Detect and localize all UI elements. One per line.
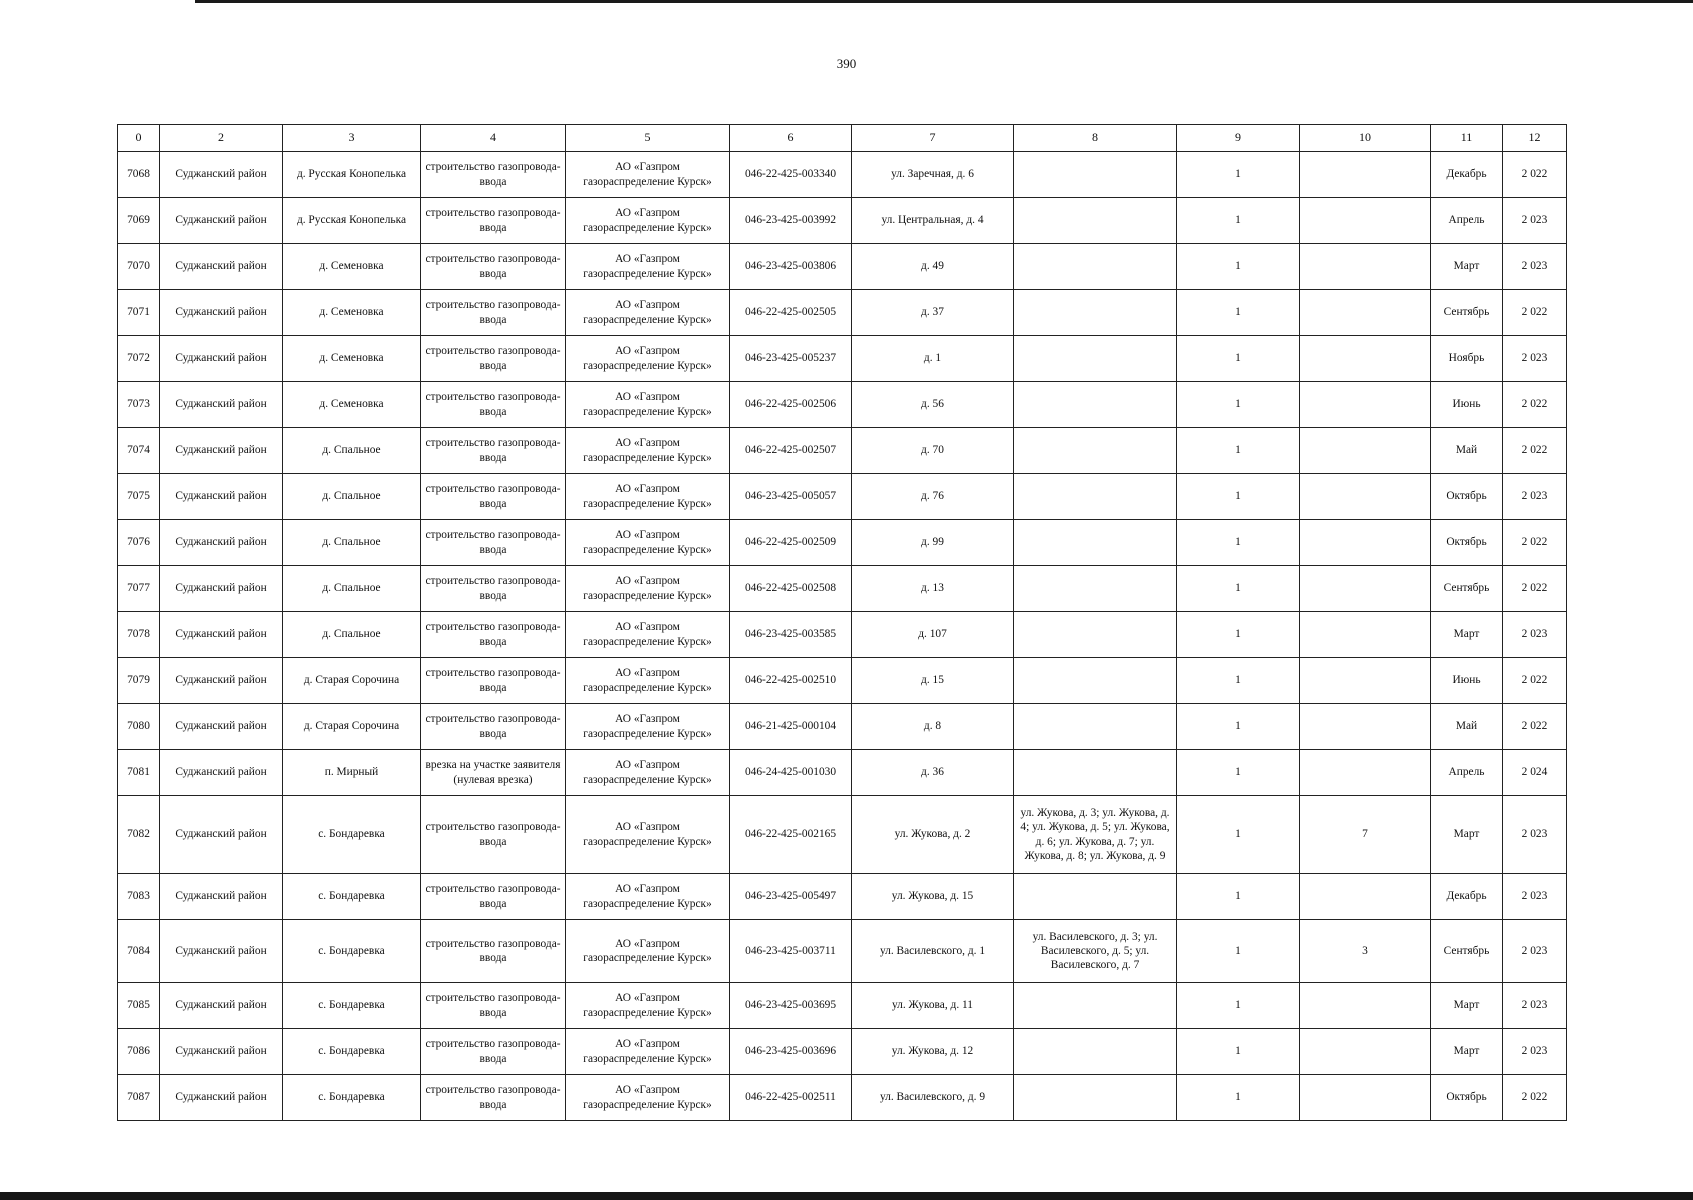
- work-type-cell: строительство газопровода-ввода: [421, 1075, 566, 1121]
- month-cell: Март: [1431, 1029, 1503, 1075]
- row-number-cell: 7076: [118, 520, 160, 566]
- month-cell: Декабрь: [1431, 874, 1503, 920]
- additional-count-cell: [1300, 152, 1431, 198]
- table-row: [118, 520, 1567, 566]
- organization-cell: АО «Газпром газораспределение Курск»: [566, 796, 730, 874]
- year-cell: 2 022: [1503, 1075, 1567, 1121]
- additional-addresses-cell: [1014, 290, 1177, 336]
- row-number-cell: 7085: [118, 983, 160, 1029]
- row-number-cell: 7078: [118, 612, 160, 658]
- work-type-cell: строительство газопровода-ввода: [421, 244, 566, 290]
- organization-cell: АО «Газпром газораспределение Курск»: [566, 874, 730, 920]
- district-cell: Суджанский район: [160, 244, 283, 290]
- additional-count-cell: [1300, 336, 1431, 382]
- organization-cell: АО «Газпром газораспределение Курск»: [566, 920, 730, 983]
- additional-count-cell: [1300, 474, 1431, 520]
- additional-addresses-cell: ул. Жукова, д. 3; ул. Жукова, д. 4; ул. Жукова, д. 5; ул. Жукова, д. 6; ул. Жукова, д. 7; ул. Жукова, д. 8; ул. Жукова, д. 9: [1014, 796, 1177, 874]
- locality-cell: с. Бондаревка: [283, 796, 421, 874]
- table-row: [118, 244, 1567, 290]
- additional-count-cell: [1300, 704, 1431, 750]
- application-code-cell: 046-22-425-002509: [730, 520, 852, 566]
- work-type-cell: строительство газопровода-ввода: [421, 198, 566, 244]
- year-cell: 2 023: [1503, 874, 1567, 920]
- additional-addresses-cell: [1014, 983, 1177, 1029]
- row-number-cell: 7075: [118, 474, 160, 520]
- organization-cell: АО «Газпром газораспределение Курск»: [566, 1075, 730, 1121]
- additional-count-cell: [1300, 983, 1431, 1029]
- organization-cell: АО «Газпром газораспределение Курск»: [566, 428, 730, 474]
- address-cell: д. 13: [852, 566, 1014, 612]
- row-number-cell: 7073: [118, 382, 160, 428]
- column-header: 8: [1014, 125, 1177, 152]
- table-row: [118, 198, 1567, 244]
- row-number-cell: 7083: [118, 874, 160, 920]
- application-code-cell: 046-23-425-003806: [730, 244, 852, 290]
- address-cell: д. 8: [852, 704, 1014, 750]
- column-header: 6: [730, 125, 852, 152]
- year-cell: 2 022: [1503, 566, 1567, 612]
- locality-cell: п. Мирный: [283, 750, 421, 796]
- table-body: [118, 152, 1567, 1121]
- scan-edge-top: [195, 0, 1693, 3]
- year-cell: 2 023: [1503, 336, 1567, 382]
- table-row: [118, 750, 1567, 796]
- year-cell: 2 023: [1503, 474, 1567, 520]
- locality-cell: д. Спальное: [283, 612, 421, 658]
- district-cell: Суджанский район: [160, 336, 283, 382]
- additional-addresses-cell: [1014, 566, 1177, 612]
- organization-cell: АО «Газпром газораспределение Курск»: [566, 750, 730, 796]
- address-cell: ул. Заречная, д. 6: [852, 152, 1014, 198]
- district-cell: Суджанский район: [160, 920, 283, 983]
- locality-cell: д. Русская Конопелька: [283, 152, 421, 198]
- count-cell: 1: [1177, 382, 1300, 428]
- additional-addresses-cell: [1014, 1029, 1177, 1075]
- header-row: [118, 125, 1567, 152]
- additional-addresses-cell: [1014, 520, 1177, 566]
- address-cell: д. 99: [852, 520, 1014, 566]
- month-cell: Сентябрь: [1431, 920, 1503, 983]
- district-cell: Суджанский район: [160, 520, 283, 566]
- additional-addresses-cell: [1014, 244, 1177, 290]
- column-header: 7: [852, 125, 1014, 152]
- table-row: [118, 920, 1567, 983]
- application-code-cell: 046-24-425-001030: [730, 750, 852, 796]
- application-code-cell: 046-22-425-002505: [730, 290, 852, 336]
- district-cell: Суджанский район: [160, 1075, 283, 1121]
- column-header: 3: [283, 125, 421, 152]
- month-cell: Май: [1431, 428, 1503, 474]
- month-cell: Декабрь: [1431, 152, 1503, 198]
- locality-cell: с. Бондаревка: [283, 920, 421, 983]
- count-cell: 1: [1177, 474, 1300, 520]
- address-cell: д. 49: [852, 244, 1014, 290]
- address-cell: ул. Жукова, д. 15: [852, 874, 1014, 920]
- additional-count-cell: [1300, 566, 1431, 612]
- table-row: [118, 474, 1567, 520]
- work-type-cell: строительство газопровода-ввода: [421, 152, 566, 198]
- count-cell: 1: [1177, 336, 1300, 382]
- registry-table: [117, 124, 1567, 1121]
- address-cell: ул. Василевского, д. 9: [852, 1075, 1014, 1121]
- district-cell: Суджанский район: [160, 198, 283, 244]
- work-type-cell: строительство газопровода-ввода: [421, 382, 566, 428]
- count-cell: 1: [1177, 1029, 1300, 1075]
- address-cell: д. 1: [852, 336, 1014, 382]
- additional-count-cell: [1300, 1029, 1431, 1075]
- count-cell: 1: [1177, 983, 1300, 1029]
- organization-cell: АО «Газпром газораспределение Курск»: [566, 290, 730, 336]
- organization-cell: АО «Газпром газораспределение Курск»: [566, 198, 730, 244]
- work-type-cell: строительство газопровода-ввода: [421, 704, 566, 750]
- locality-cell: д. Семеновка: [283, 290, 421, 336]
- additional-count-cell: [1300, 1075, 1431, 1121]
- month-cell: Октябрь: [1431, 520, 1503, 566]
- district-cell: Суджанский район: [160, 566, 283, 612]
- work-type-cell: строительство газопровода-ввода: [421, 336, 566, 382]
- address-cell: д. 76: [852, 474, 1014, 520]
- additional-count-cell: [1300, 428, 1431, 474]
- additional-addresses-cell: [1014, 152, 1177, 198]
- row-number-cell: 7079: [118, 658, 160, 704]
- table-row: [118, 1075, 1567, 1121]
- additional-count-cell: [1300, 244, 1431, 290]
- additional-addresses-cell: [1014, 612, 1177, 658]
- organization-cell: АО «Газпром газораспределение Курск»: [566, 566, 730, 612]
- row-number-cell: 7074: [118, 428, 160, 474]
- count-cell: 1: [1177, 750, 1300, 796]
- additional-addresses-cell: [1014, 198, 1177, 244]
- additional-addresses-cell: [1014, 428, 1177, 474]
- count-cell: 1: [1177, 612, 1300, 658]
- month-cell: Июнь: [1431, 382, 1503, 428]
- application-code-cell: 046-22-425-003340: [730, 152, 852, 198]
- row-number-cell: 7086: [118, 1029, 160, 1075]
- additional-addresses-cell: [1014, 382, 1177, 428]
- page-number: 390: [836, 56, 857, 71]
- application-code-cell: 046-23-425-005497: [730, 874, 852, 920]
- additional-count-cell: [1300, 290, 1431, 336]
- organization-cell: АО «Газпром газораспределение Курск»: [566, 474, 730, 520]
- organization-cell: АО «Газпром газораспределение Курск»: [566, 382, 730, 428]
- locality-cell: д. Спальное: [283, 566, 421, 612]
- table-row: [118, 1029, 1567, 1075]
- additional-addresses-cell: ул. Василевского, д. 3; ул. Василевского, д. 5; ул. Василевского, д. 7: [1014, 920, 1177, 983]
- row-number-cell: 7069: [118, 198, 160, 244]
- column-header: 12: [1503, 125, 1567, 152]
- locality-cell: с. Бондаревка: [283, 1029, 421, 1075]
- year-cell: 2 023: [1503, 244, 1567, 290]
- count-cell: 1: [1177, 920, 1300, 983]
- district-cell: Суджанский район: [160, 1029, 283, 1075]
- scan-edge-bottom: [0, 1192, 1693, 1200]
- additional-addresses-cell: [1014, 336, 1177, 382]
- district-cell: Суджанский район: [160, 428, 283, 474]
- additional-count-cell: [1300, 612, 1431, 658]
- additional-addresses-cell: [1014, 474, 1177, 520]
- table-row: [118, 983, 1567, 1029]
- year-cell: 2 023: [1503, 1029, 1567, 1075]
- column-header: 2: [160, 125, 283, 152]
- work-type-cell: строительство газопровода-ввода: [421, 612, 566, 658]
- organization-cell: АО «Газпром газораспределение Курск»: [566, 152, 730, 198]
- application-code-cell: 046-22-425-002506: [730, 382, 852, 428]
- table-row: [118, 874, 1567, 920]
- organization-cell: АО «Газпром газораспределение Курск»: [566, 520, 730, 566]
- district-cell: Суджанский район: [160, 750, 283, 796]
- row-number-cell: 7080: [118, 704, 160, 750]
- locality-cell: д. Семеновка: [283, 336, 421, 382]
- application-code-cell: 046-22-425-002507: [730, 428, 852, 474]
- work-type-cell: строительство газопровода-ввода: [421, 566, 566, 612]
- work-type-cell: строительство газопровода-ввода: [421, 874, 566, 920]
- district-cell: Суджанский район: [160, 658, 283, 704]
- locality-cell: д. Семеновка: [283, 244, 421, 290]
- application-code-cell: 046-22-425-002510: [730, 658, 852, 704]
- district-cell: Суджанский район: [160, 290, 283, 336]
- column-header: 10: [1300, 125, 1431, 152]
- application-code-cell: 046-22-425-002511: [730, 1075, 852, 1121]
- work-type-cell: строительство газопровода-ввода: [421, 1029, 566, 1075]
- row-number-cell: 7072: [118, 336, 160, 382]
- application-code-cell: 046-23-425-003992: [730, 198, 852, 244]
- address-cell: д. 36: [852, 750, 1014, 796]
- table-row: [118, 704, 1567, 750]
- year-cell: 2 022: [1503, 382, 1567, 428]
- count-cell: 1: [1177, 566, 1300, 612]
- organization-cell: АО «Газпром газораспределение Курск»: [566, 336, 730, 382]
- year-cell: 2 022: [1503, 520, 1567, 566]
- organization-cell: АО «Газпром газораспределение Курск»: [566, 1029, 730, 1075]
- work-type-cell: строительство газопровода-ввода: [421, 658, 566, 704]
- count-cell: 1: [1177, 704, 1300, 750]
- address-cell: д. 107: [852, 612, 1014, 658]
- district-cell: Суджанский район: [160, 612, 283, 658]
- address-cell: д. 56: [852, 382, 1014, 428]
- month-cell: Октябрь: [1431, 1075, 1503, 1121]
- district-cell: Суджанский район: [160, 382, 283, 428]
- locality-cell: с. Бондаревка: [283, 874, 421, 920]
- row-number-cell: 7087: [118, 1075, 160, 1121]
- application-code-cell: 046-23-425-003711: [730, 920, 852, 983]
- work-type-cell: строительство газопровода-ввода: [421, 428, 566, 474]
- column-header: 5: [566, 125, 730, 152]
- additional-count-cell: [1300, 198, 1431, 244]
- table-row: [118, 658, 1567, 704]
- locality-cell: с. Бондаревка: [283, 1075, 421, 1121]
- organization-cell: АО «Газпром газораспределение Курск»: [566, 658, 730, 704]
- table-row: [118, 290, 1567, 336]
- year-cell: 2 022: [1503, 290, 1567, 336]
- row-number-cell: 7070: [118, 244, 160, 290]
- organization-cell: АО «Газпром газораспределение Курск»: [566, 612, 730, 658]
- row-number-cell: 7071: [118, 290, 160, 336]
- application-code-cell: 046-23-425-005057: [730, 474, 852, 520]
- year-cell: 2 022: [1503, 428, 1567, 474]
- month-cell: Май: [1431, 704, 1503, 750]
- organization-cell: АО «Газпром газораспределение Курск»: [566, 244, 730, 290]
- year-cell: 2 023: [1503, 983, 1567, 1029]
- additional-addresses-cell: [1014, 658, 1177, 704]
- additional-count-cell: [1300, 874, 1431, 920]
- organization-cell: АО «Газпром газораспределение Курск»: [566, 704, 730, 750]
- count-cell: 1: [1177, 244, 1300, 290]
- application-code-cell: 046-23-425-003695: [730, 983, 852, 1029]
- district-cell: Суджанский район: [160, 874, 283, 920]
- year-cell: 2 023: [1503, 920, 1567, 983]
- row-number-cell: 7084: [118, 920, 160, 983]
- work-type-cell: строительство газопровода-ввода: [421, 920, 566, 983]
- work-type-cell: строительство газопровода-ввода: [421, 983, 566, 1029]
- district-cell: Суджанский район: [160, 796, 283, 874]
- application-code-cell: 046-22-425-002508: [730, 566, 852, 612]
- additional-count-cell: 7: [1300, 796, 1431, 874]
- address-cell: ул. Жукова, д. 11: [852, 983, 1014, 1029]
- count-cell: 1: [1177, 198, 1300, 244]
- table-row: [118, 796, 1567, 874]
- count-cell: 1: [1177, 874, 1300, 920]
- column-header: 0: [118, 125, 160, 152]
- month-cell: Сентябрь: [1431, 566, 1503, 612]
- address-cell: ул. Жукова, д. 12: [852, 1029, 1014, 1075]
- additional-addresses-cell: [1014, 874, 1177, 920]
- table-row: [118, 428, 1567, 474]
- month-cell: Март: [1431, 612, 1503, 658]
- additional-addresses-cell: [1014, 704, 1177, 750]
- table-row: [118, 612, 1567, 658]
- district-cell: Суджанский район: [160, 704, 283, 750]
- year-cell: 2 024: [1503, 750, 1567, 796]
- work-type-cell: строительство газопровода-ввода: [421, 474, 566, 520]
- column-header: 11: [1431, 125, 1503, 152]
- count-cell: 1: [1177, 152, 1300, 198]
- address-cell: д. 15: [852, 658, 1014, 704]
- locality-cell: д. Спальное: [283, 474, 421, 520]
- table-row: [118, 382, 1567, 428]
- organization-cell: АО «Газпром газораспределение Курск»: [566, 983, 730, 1029]
- additional-count-cell: [1300, 520, 1431, 566]
- application-code-cell: 046-23-425-003585: [730, 612, 852, 658]
- column-header: 9: [1177, 125, 1300, 152]
- year-cell: 2 023: [1503, 198, 1567, 244]
- additional-addresses-cell: [1014, 750, 1177, 796]
- month-cell: Июнь: [1431, 658, 1503, 704]
- row-number-cell: 7077: [118, 566, 160, 612]
- locality-cell: д. Спальное: [283, 428, 421, 474]
- count-cell: 1: [1177, 290, 1300, 336]
- row-number-cell: 7081: [118, 750, 160, 796]
- address-cell: ул. Центральная, д. 4: [852, 198, 1014, 244]
- count-cell: 1: [1177, 1075, 1300, 1121]
- column-header: 4: [421, 125, 566, 152]
- additional-count-cell: [1300, 382, 1431, 428]
- work-type-cell: строительство газопровода-ввода: [421, 796, 566, 874]
- application-code-cell: 046-23-425-003696: [730, 1029, 852, 1075]
- year-cell: 2 023: [1503, 796, 1567, 874]
- locality-cell: д. Старая Сорочина: [283, 658, 421, 704]
- address-cell: ул. Жукова, д. 2: [852, 796, 1014, 874]
- count-cell: 1: [1177, 428, 1300, 474]
- locality-cell: д. Старая Сорочина: [283, 704, 421, 750]
- application-code-cell: 046-22-425-002165: [730, 796, 852, 874]
- year-cell: 2 022: [1503, 658, 1567, 704]
- work-type-cell: строительство газопровода-ввода: [421, 520, 566, 566]
- work-type-cell: строительство газопровода-ввода: [421, 290, 566, 336]
- count-cell: 1: [1177, 520, 1300, 566]
- locality-cell: д. Семеновка: [283, 382, 421, 428]
- year-cell: 2 022: [1503, 152, 1567, 198]
- address-cell: ул. Василевского, д. 1: [852, 920, 1014, 983]
- application-code-cell: 046-21-425-000104: [730, 704, 852, 750]
- additional-addresses-cell: [1014, 1075, 1177, 1121]
- locality-cell: д. Русская Конопелька: [283, 198, 421, 244]
- month-cell: Март: [1431, 244, 1503, 290]
- year-cell: 2 023: [1503, 612, 1567, 658]
- table-row: [118, 152, 1567, 198]
- row-number-cell: 7068: [118, 152, 160, 198]
- address-cell: д. 37: [852, 290, 1014, 336]
- district-cell: Суджанский район: [160, 474, 283, 520]
- table-row: [118, 566, 1567, 612]
- work-type-cell: врезка на участке заявителя (нулевая врезка): [421, 750, 566, 796]
- month-cell: Март: [1431, 796, 1503, 874]
- month-cell: Апрель: [1431, 750, 1503, 796]
- month-cell: Сентябрь: [1431, 290, 1503, 336]
- district-cell: Суджанский район: [160, 983, 283, 1029]
- additional-count-cell: [1300, 750, 1431, 796]
- locality-cell: д. Спальное: [283, 520, 421, 566]
- additional-count-cell: 3: [1300, 920, 1431, 983]
- count-cell: 1: [1177, 796, 1300, 874]
- year-cell: 2 022: [1503, 704, 1567, 750]
- month-cell: Ноябрь: [1431, 336, 1503, 382]
- locality-cell: с. Бондаревка: [283, 983, 421, 1029]
- additional-count-cell: [1300, 658, 1431, 704]
- application-code-cell: 046-23-425-005237: [730, 336, 852, 382]
- count-cell: 1: [1177, 658, 1300, 704]
- address-cell: д. 70: [852, 428, 1014, 474]
- month-cell: Октябрь: [1431, 474, 1503, 520]
- month-cell: Апрель: [1431, 198, 1503, 244]
- district-cell: Суджанский район: [160, 152, 283, 198]
- table-row: [118, 336, 1567, 382]
- row-number-cell: 7082: [118, 796, 160, 874]
- month-cell: Март: [1431, 983, 1503, 1029]
